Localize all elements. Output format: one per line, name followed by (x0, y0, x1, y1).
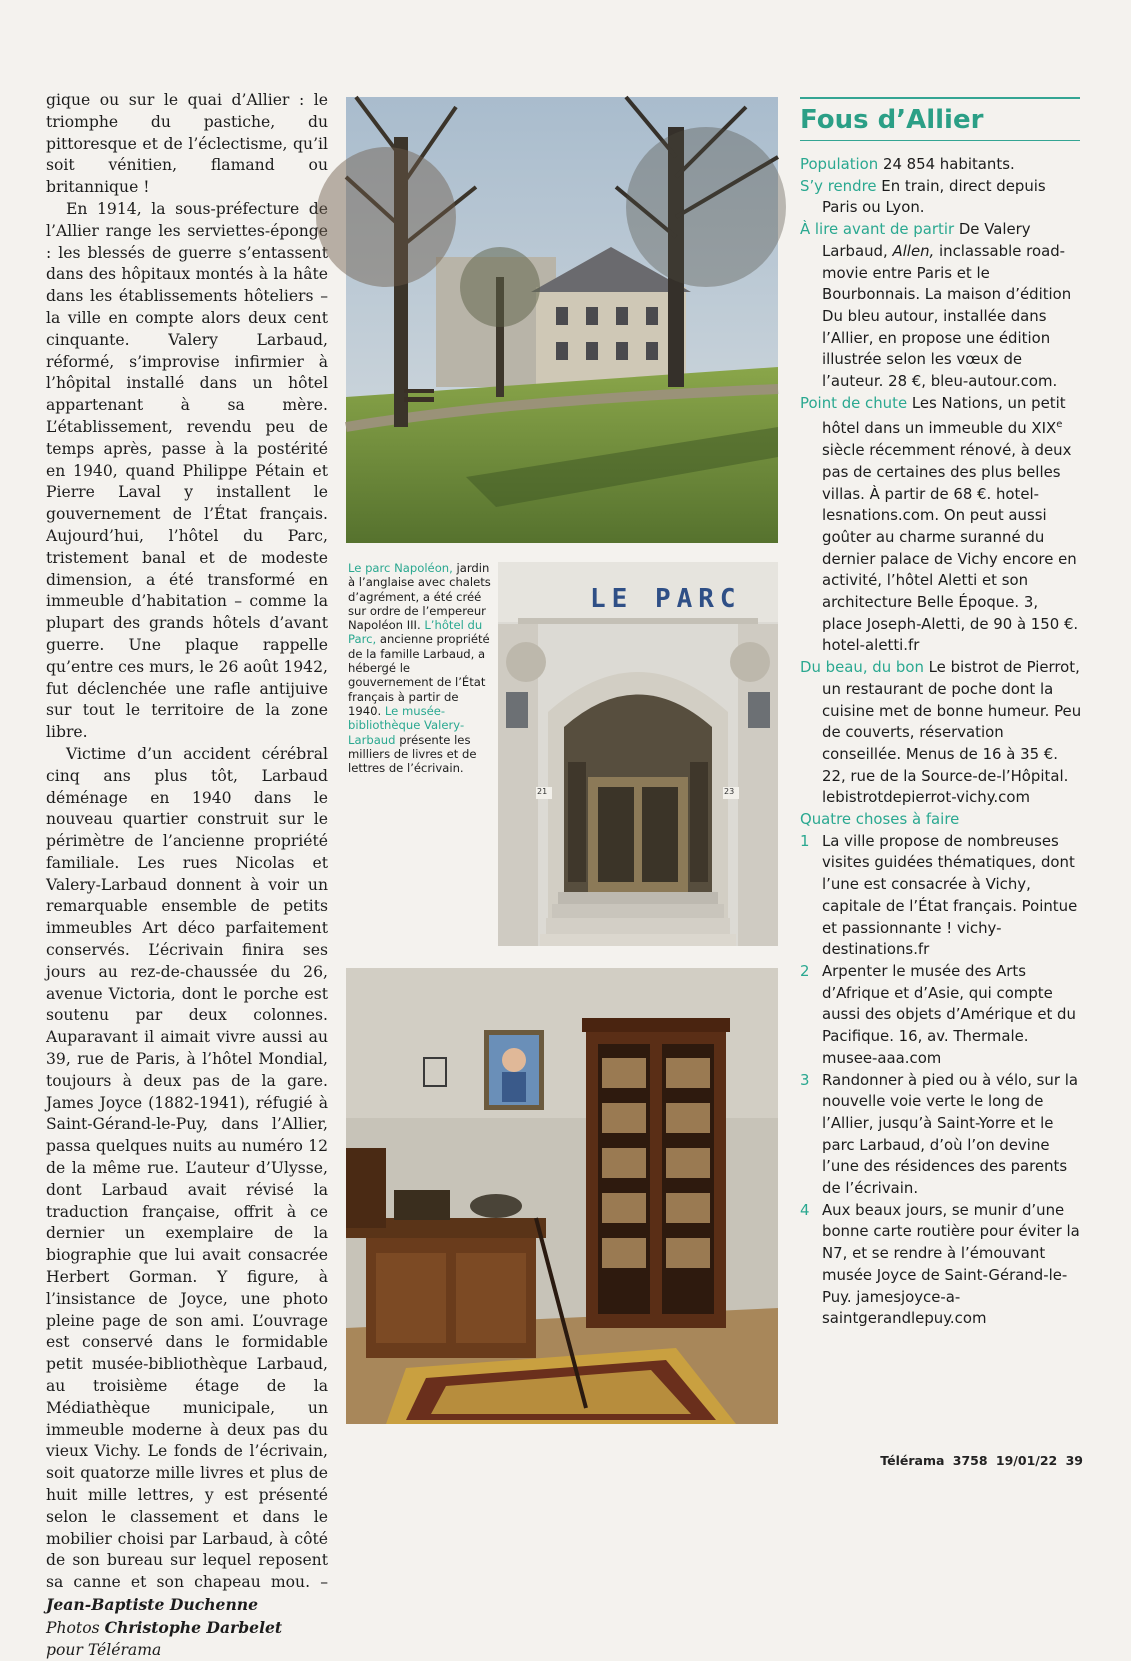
caption-text-museum: présente les milliers de livres et de lettres de l’écrivain. (348, 732, 477, 776)
todo-text: Randonner à pied ou à vélo, sur la nouvelle voie verte le long de l’Allier, jusqu’à Saint-Yorre et le parc Larbaud, d’où l’on devine l’une des résidences des parents de l’écrivain. (822, 1070, 1078, 1198)
reading-book-title: Allen, (892, 241, 935, 260)
hotel-sign: LE PARC (590, 584, 742, 614)
getting-there-label: S’y rendre (800, 176, 877, 195)
eat-entry (800, 657, 1082, 809)
caption-text-park: jardin à l’anglaise avec chalets d’agrément, a été créé sur ordre de l’empereur Napoléon III. (348, 561, 491, 633)
stay-value-2: siècle récemment rénové, à deux pas de certaines des plus belles villas. À partir de 68 €. hotel-lesnations.com. On peut aussi goûter au charme suranné du dernier palace de Vichy encore en activité, l’hôtel Aletti et son architecture Belle Époque. 3, place Joseph-Aletti, de 90 à 150 €. hotel-aletti.fr (822, 441, 1079, 655)
stay-value-1: Les Nations, un petit hôtel dans un immeuble du XIX (822, 393, 1066, 438)
hotel-du-parc-photo (498, 562, 778, 946)
todo-item (800, 961, 1082, 1070)
photographer-name: Christophe Darbelet (104, 1617, 283, 1637)
musee-bibliotheque-photo (346, 968, 778, 1424)
photo-caption (348, 561, 494, 775)
reading-label: À lire avant de partir (800, 220, 955, 239)
article-column (46, 90, 328, 1661)
article-paragraph: En 1914, la sous-préfecture de l’Allier range les serviettes-éponge : les blessés de guerre s’entassent dans des hôpitaux montés à la hâte dans les établissements hôteliers – la ville en compte alors deux cent cinquante. Valery Larbaud, réformé, s’improvise infirmier à l’hôpital installé dans un hôtel appartenant à sa mère. L’établissement, revendu peu de temps après, passe à la postérité en 1940, quand Philippe Pétain et Pierre Laval y installent le gouvernement de l’État français. Aujourd’hui, l’hôtel du Parc, tristement banal et de modeste dimension, a été transformé en immeuble d’habitation – comme la plupart des grands hôtels d’avant guerre. Une plaque rappelle qu’entre ces murs, le 26 août 1942, fut déclenchée une rafle antijuive sur tout le territoire de la zone libre. (46, 199, 328, 742)
door-number-left: 21 (537, 787, 548, 796)
todo-item (800, 1200, 1082, 1330)
issue-date: 19/01/22 (995, 1453, 1058, 1468)
todo-item (800, 831, 1082, 961)
caption-lead-museum: Le musée-bibliothèque Valery-Larbaud (348, 703, 465, 747)
author-name: Jean-Baptiste Duchenne (46, 1594, 259, 1614)
getting-there-entry (800, 176, 1082, 219)
park-illustration (346, 97, 778, 543)
publication-credit: pour Télérama (46, 1640, 162, 1659)
caption-text-hotel: ancienne propriété de la famille Larbaud, a hébergé le gouvernement de l’État français à partir de 1940. (348, 632, 490, 718)
stay-entry (800, 393, 1082, 657)
page-footer (880, 1453, 1083, 1468)
sidebar-top-rule (800, 97, 1080, 99)
photo-credit (46, 1617, 328, 1661)
stay-label: Point de chute (800, 393, 908, 412)
reading-entry (800, 219, 1082, 393)
sidebar-title-rule (800, 140, 1080, 141)
travel-sidebar (800, 97, 1082, 1330)
caption-lead-park: Le parc Napoléon, (348, 561, 453, 575)
population-value: 24 854 habitants. (882, 155, 1015, 173)
reading-value-2: inclassable road-movie entre Paris et le Bourbonnais. La maison d’édition Du bleu autour, installée dans l’Allier, en propose une édition illustrée selon les vœux de l’auteur. 28 €, bleu-autour.com. (822, 241, 1072, 391)
todo-number: 3 (800, 1070, 810, 1089)
population-label: Population (800, 155, 879, 173)
todo-text: Arpenter le musée des Arts d’Afrique et d’Asie, qui compte aussi des objets d’Amérique et du Pacifique. 16, av. Thermale. musee-aaa.com (822, 961, 1076, 1067)
park-napoleon-photo (346, 97, 778, 543)
todo-text: Aux beaux jours, se munir d’une bonne carte routière pour éviter la N7, et se rendre à l’émouvant musée Joyce de Saint-Gérand-le-Puy. jamesjoyce-a-saintgerandlepuy.com (822, 1200, 1080, 1328)
page-number: 39 (1065, 1453, 1083, 1468)
getting-there-value: En train, direct depuis Paris ou Lyon. (822, 176, 1046, 217)
todo-number: 2 (800, 961, 810, 980)
todo-heading: Quatre choses à faire (800, 810, 960, 829)
todo-item (800, 1070, 1082, 1200)
todo-number: 1 (800, 831, 810, 850)
todo-number: 4 (800, 1200, 810, 1219)
caption-lead-hotel: L’hôtel du Parc, (348, 618, 483, 647)
photos-prefix: Photos (46, 1618, 100, 1637)
eat-label: Du beau, du bon (800, 658, 924, 677)
eat-value: Le bistrot de Pierrot, un restaurant de poche dont la cuisine met de bonne humeur. Peu de couverts, réservation conseillée. Menus de 16 à 35 €. 22, rue de la Source-de-l’Hôpital. lebistrotdepierrot-vichy.com (822, 658, 1082, 807)
magazine-issue: Télérama 3758 (880, 1453, 988, 1468)
population-entry (800, 154, 1082, 176)
article-paragraph-text: Victime d’un accident cérébral cinq ans plus tôt, Larbaud déménage en 1940 dans le nouveau quartier construit sur le périmètre de l’ancienne propriété familiale. Les rues Nicolas et Valery-Larbaud donnent à voir un remarquable ensemble de petits immeubles Art déco parfaitement conservés. L’écrivain finira ses jours au rez-de-chaussée du 26, avenue Victoria, dont le porche est soutenu par deux colonnes. Auparavant il aimait vivre aussi au 39, rue de Paris, à l’hôtel Mondial, toujours à deux pas de la gare. James Joyce (1882-1941), réfugié à Saint-Gérand-le-Puy, dans l’Allier, passa quelques nuits au numéro 12 de la même rue. L’auteur d’Ulysse, dont Larbaud avait révisé la traduction française, offrit à ce dernier un exemplaire de la biographie que lui avait consacrée Herbert Gorman. Y figure, à l’insistance de Joyce, une photo pleine page de son ami. L’ouvrage est conservé dans le formidable petit musée-bibliothèque Larbaud, au troisième étage de la Médiathèque municipale, un immeuble moderne à deux pas du vieux Vichy. Le fonds de l’écrivain, soit quatorze mille livres et plus de huit mille lettres, y est présenté selon le classement et dans le mobilier choisi par Larbaud, à côté de son bureau sur lequel reposent sa canne et son chapeau mou. – (46, 744, 328, 1592)
hotel-illustration (498, 562, 778, 946)
stay-value-sup: e (1056, 419, 1063, 431)
article-paragraph (46, 744, 328, 1617)
door-number-right: 23 (724, 787, 735, 796)
todo-text: La ville propose de nombreuses visites guidées thématiques, dont l’une est consacrée à Vichy, capitale de l’État français. Pointue et passionnante ! vichy-destinations.fr (822, 831, 1078, 959)
reading-value-1: De Valery Larbaud, (822, 220, 1031, 260)
museum-illustration (346, 968, 778, 1424)
sidebar-title: Fous d’Allier (800, 105, 984, 135)
article-paragraph: gique ou sur le quai d’Allier : le triomphe du pastiche, du pittoresque et de l’éclectisme, qu’il soit vénitien, flamand ou britannique ! (46, 91, 328, 197)
